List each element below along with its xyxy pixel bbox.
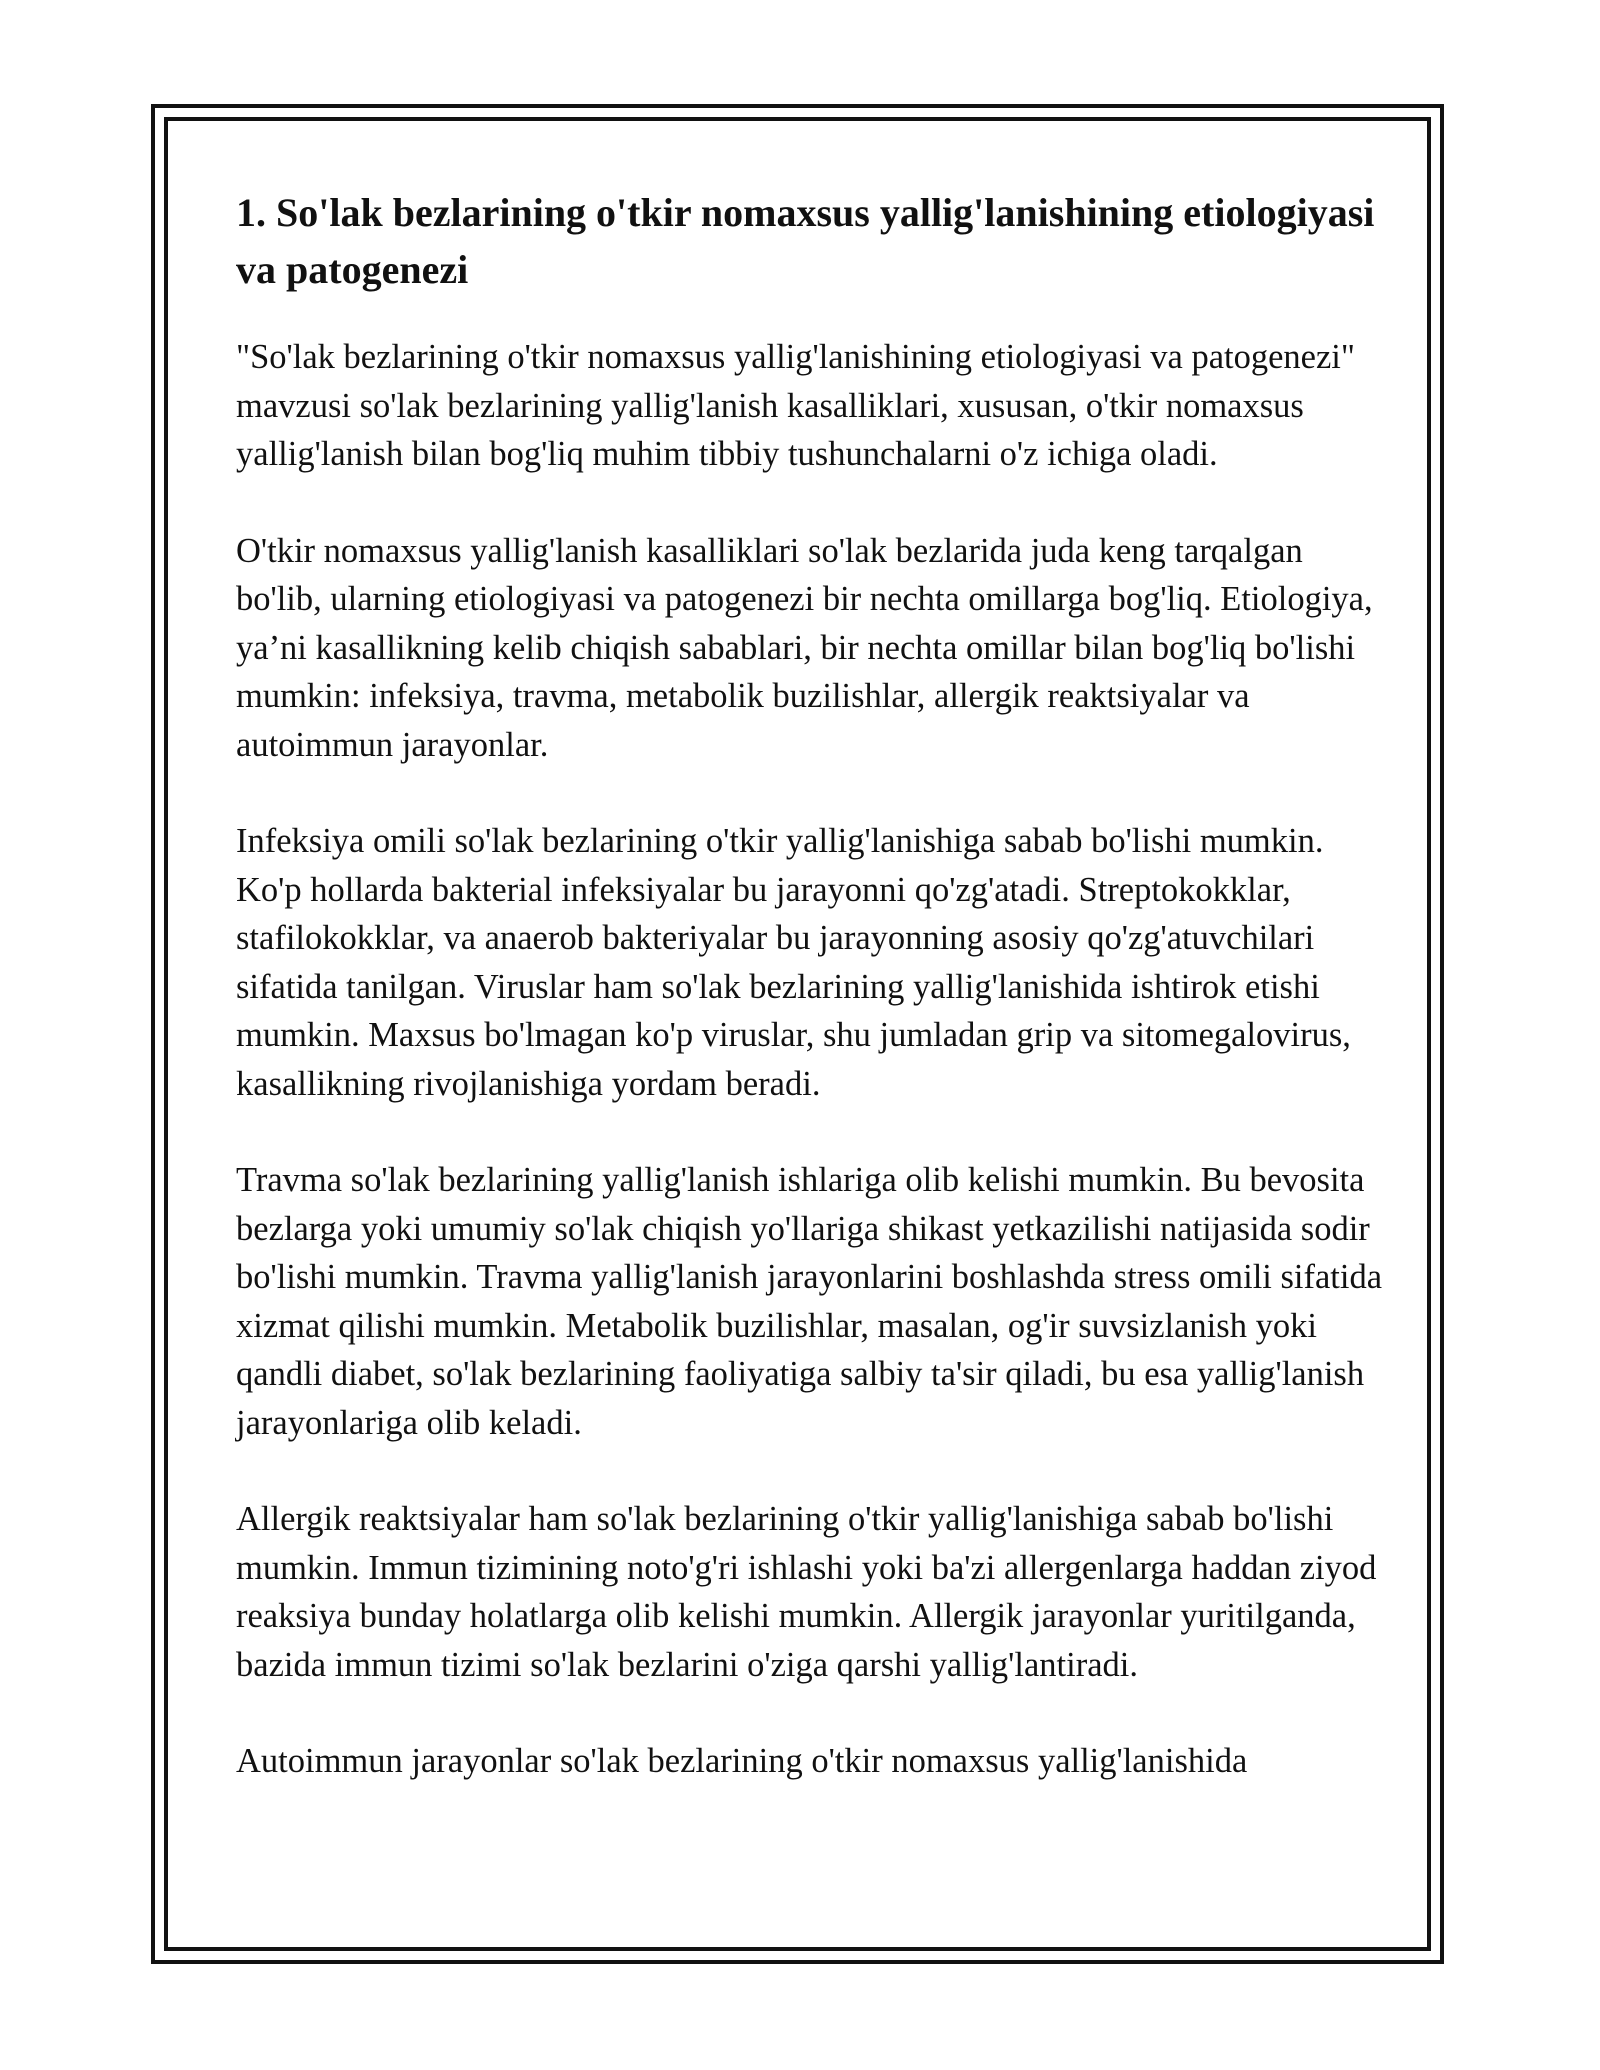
paragraph-allergy: Allergik reaktsiyalar ham so'lak bezlarining o'tkir yallig'lanishiga sabab bo'lishi mumkin. Immun tizimining noto'g'ri ishlashi yoki ba'zi allergenlarga haddan ziyod reaksiya bunday holatlarga olib kelishi mumkin. Allergik jarayonlar yuritilganda, bazida immun tizimi so'lak bezlarini o'ziga qarshi yallig'lantiradi.	[236, 1500, 1377, 1684]
section-title: 1. So'lak bezlarining o'tkir nomaxsus yallig'lanishining etiologiyasi va patogenezi	[236, 190, 1375, 292]
paragraph-etiology: O'tkir nomaxsus yallig'lanish kasalliklari so'lak bezlarida juda keng tarqalgan bo'lib, ularning etiologiyasi va patogenezi bir nechta omillarga bog'liq. Etiologiya, ya’ni kasallikning kelib chiqish sabablari, bir nechta omillar bilan bog'liq bo'lishi mumkin: infeksiya, travma, metabolik buzilishlar, allergik reaktsiyalar va autoimmun jarayonlar.	[236, 531, 1373, 764]
paragraph-intro: "So'lak bezlarining o'tkir nomaxsus yallig'lanishining etiologiyasi va patogenezi" mavzusi so'lak bezlarining yallig'lanish kasalliklari, xususan, o'tkir nomaxsus yallig'lanish bilan bog'liq muhim tibbiy tushunchalarni o'z ichiga oladi.	[236, 338, 1355, 473]
paragraph-trauma: Travma so'lak bezlarining yallig'lanish ishlariga olib kelishi mumkin. Bu bevosita bezlarga yoki umumiy so'lak chiqish yo'llariga shikast yetkazilishi natijasida sodir bo'lishi mumkin. Travma yallig'lanish jarayonlarini boshlashda stress omili sifatida xizmat qilishi mumkin. Metabolik buzilishlar, masalan, og'ir suvsizlanish yoki qandli diabet, so'lak bezlarining faoliyatiga salbiy ta'sir qiladi, bu esa yallig'lanish jarayonlariga olib keladi.	[236, 1161, 1383, 1442]
paragraph-infection: Infeksiya omili so'lak bezlarining o'tkir yallig'lanishiga sabab bo'lishi mumkin. Ko'p hollarda bakterial infeksiyalar bu jarayonni qo'zg'atadi. Streptokokklar, stafilokokklar, va anaerob bakteriyalar bu jarayonning asosiy qo'zg'atuvchilari sifatida tanilgan. Viruslar ham so'lak bezlarining yallig'lanishida ishtirok etishi mumkin. Maxsus bo'lmagan ko'p viruslar, shu jumladan grip va sitomegalovirus, kasallikning rivojlanishiga yordam beradi.	[236, 822, 1351, 1103]
paragraph-autoimmune: Autoimmun jarayonlar so'lak bezlarining o'tkir nomaxsus yallig'lanishida	[236, 1742, 1248, 1780]
document-body	[236, 184, 1386, 1834]
